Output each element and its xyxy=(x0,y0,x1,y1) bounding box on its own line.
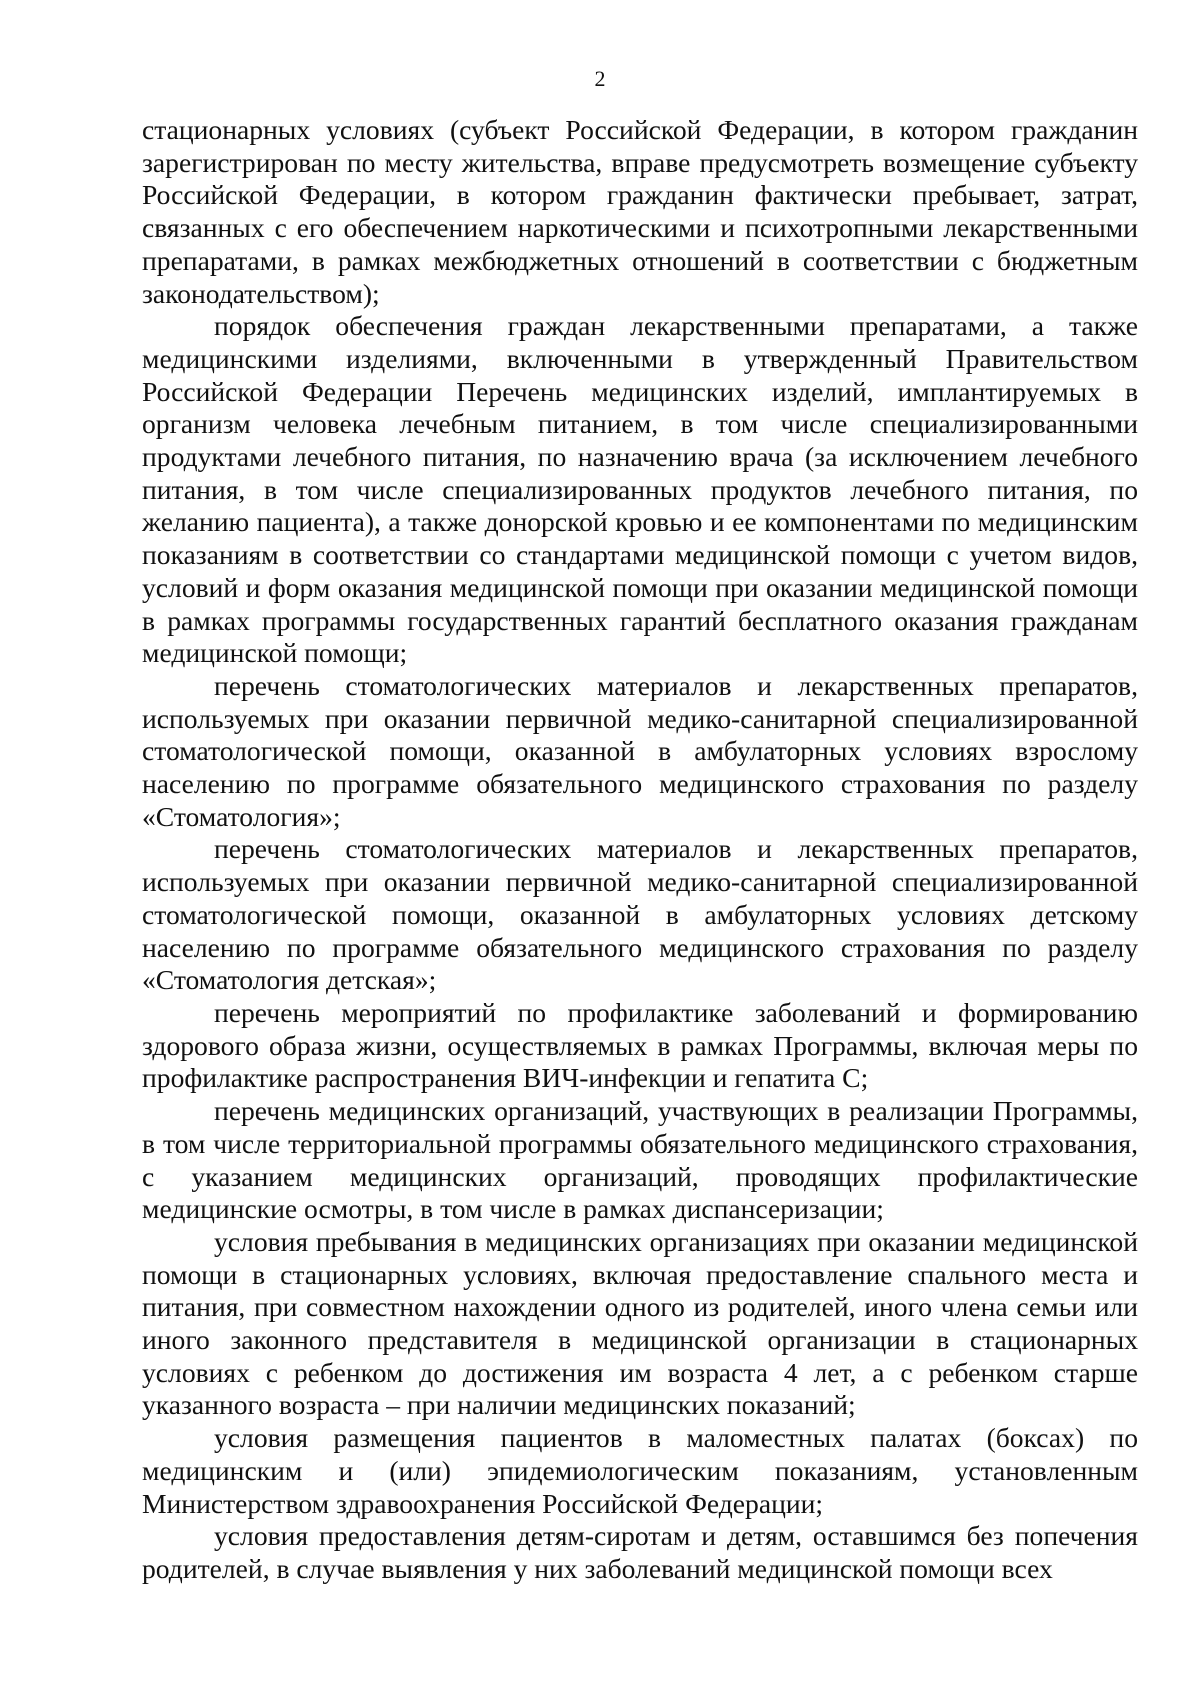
document-body xyxy=(142,114,1138,1586)
paragraph-medicines-provision: порядок обеспечения граждан лекарственными препаратами, а также медицинскими изделиями, включенными в утвержденный Правительством Российской Федерации Перечень медицинских изделий, имплантируемых в организм человека лечебным питанием, в том числе специализированными продуктами лечебного питания, по назначению врача (за исключением лечебного питания, в том числе специализированных продуктов лечебного питания, по желанию пациента), а также донорской кровью и ее компонентами по медицинским показаниям в соответствии со стандартами медицинской помощи с учетом видов, условий и форм оказания медицинской помощи при оказании медицинской помощи в рамках программы государственных гарантий бесплатного оказания гражданам медицинской помощи; xyxy=(142,310,1138,669)
paragraph-small-wards: условия размещения пациентов в маломестных палатах (боксах) по медицинским и (или) эпидемиологическим показаниям, установленным Министерством здравоохранения Российской Федерации; xyxy=(142,1422,1138,1519)
paragraph-orphans-care: условия предоставления детям-сиротам и детям, оставшимся без попечения родителей, в случае выявления у них заболеваний медицинской помощи всех xyxy=(142,1520,1138,1584)
paragraph-medical-organizations: перечень медицинских организаций, участвующих в реализации Программы, в том числе территориальной программы обязательного медицинского страхования, с указанием медицинских организаций, проводящих профилактические медицинские осмотры, в том числе в рамках диспансеризации; xyxy=(142,1095,1138,1225)
paragraph-prevention-measures: перечень мероприятий по профилактике заболеваний и формированию здорового образа жизни, осуществляемых в рамках Программы, включая меры по профилактике распространения ВИЧ-инфекции и гепатита С; xyxy=(142,996,1138,1094)
paragraph-continuation: стационарных условиях (субъект Российской Федерации, в котором гражданин зарегистрирован по месту жительства, вправе предусмотреть возмещение субъекту Российской Федерации, в котором гражданин фактически пребывает, затрат, связанных с его обеспечением наркотическими и психотропными лекарственными препаратами, в рамках межбюджетных отношений в соответствии с бюджетным законодательством); xyxy=(142,114,1138,309)
paragraph-dental-adult: перечень стоматологических материалов и лекарственных препаратов, используемых при оказании первичной медико-санитарной специализированной стоматологической помощи, оказанной в амбулаторных условиях взрослому населению по программе обязательного медицинского страхования по разделу «Стоматология»; xyxy=(142,669,1138,832)
paragraph-stay-conditions: условия пребывания в медицинских организациях при оказании медицинской помощи в стационарных условиях, включая предоставление спального места и питания, при совместном нахождении одного из родителей, иного члена семьи или иного законного представителя в медицинской организации в стационарных условиях с ребенком до достижения им возраста 4 лет, а с ребенком старше указанного возраста – при наличии медицинских показаний; xyxy=(142,1225,1138,1421)
paragraph-dental-children: перечень стоматологических материалов и лекарственных препаратов, используемых при оказании первичной медико-санитарной специализированной стоматологической помощи, оказанной в амбулаторных условиях детскому населению по программе обязательного медицинского страхования по разделу «Стоматология детская»; xyxy=(142,833,1138,996)
page-number: 2 xyxy=(594,66,606,91)
